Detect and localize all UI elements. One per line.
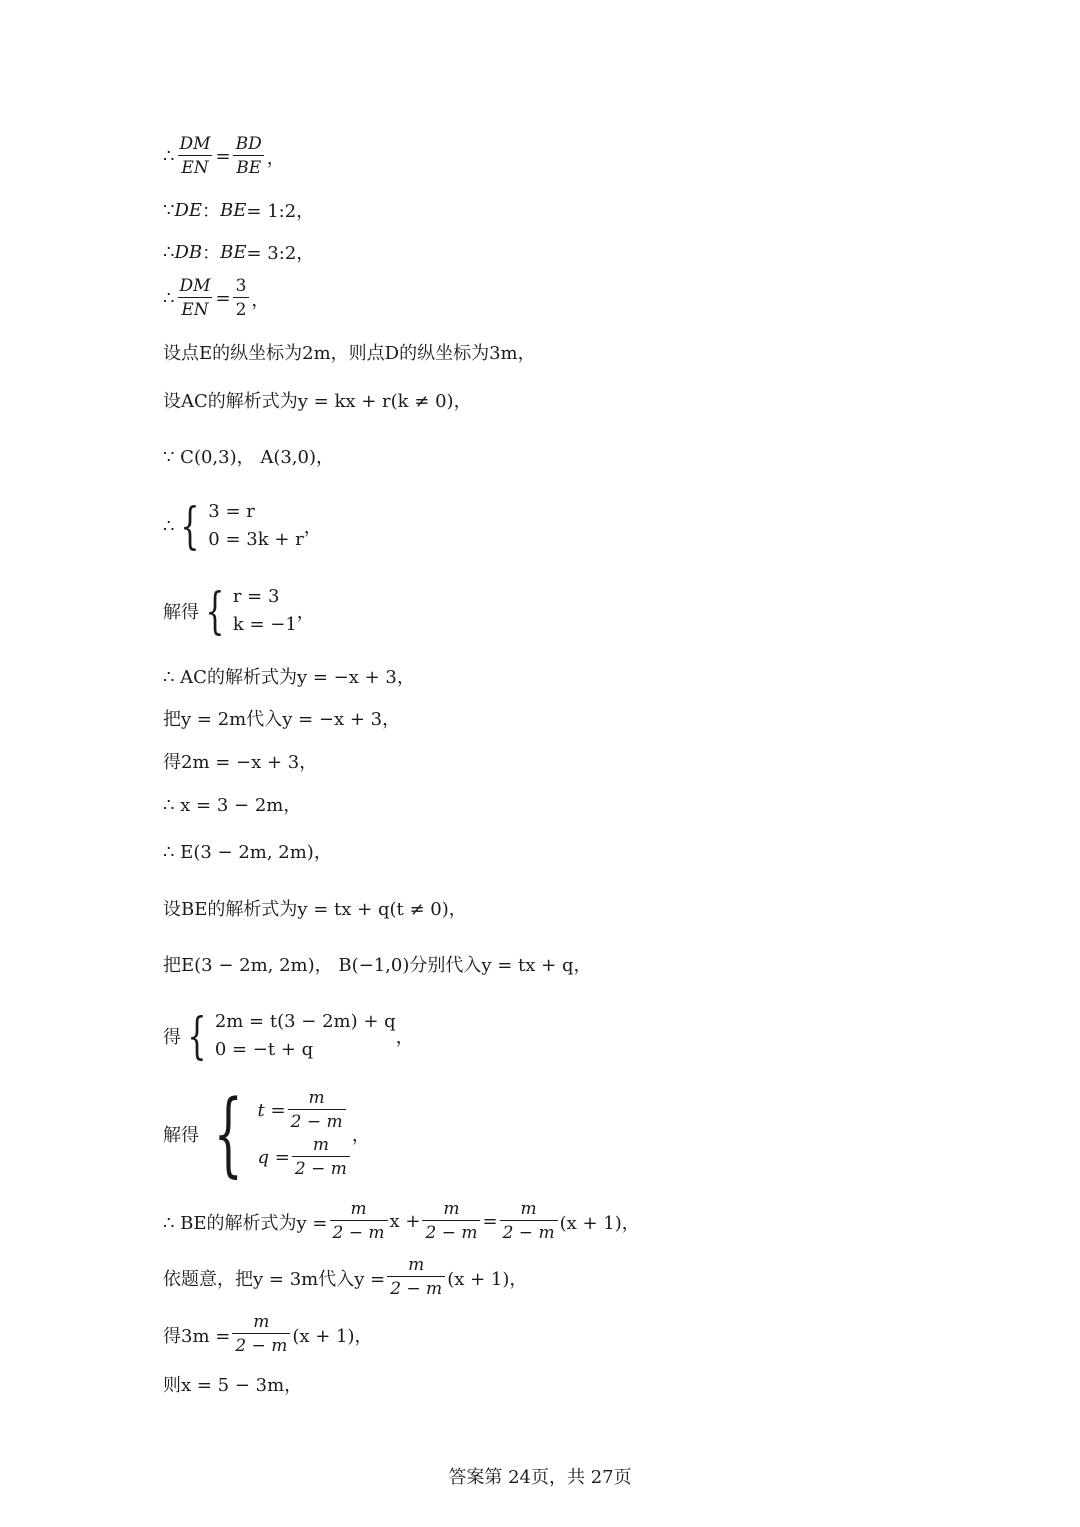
text-line: ∴ E(3 − 2m, 2m)，	[163, 842, 332, 863]
text-line: 设点E的纵坐标为2m，则点D的纵坐标为3m，	[163, 343, 536, 364]
brace-symbol: {	[187, 1007, 207, 1065]
text-line: ∵ C(0,3)， A(3,0)，	[163, 447, 335, 468]
equation-line: ∴ $\frac{DM}{EN}$ = $\frac{3}{2}$ ，	[163, 276, 270, 320]
fraction: $\frac{DM}{EN}$	[179, 134, 211, 178]
equation-line: 依题意，把y = 3m代入y = $\frac{m}{2 - m}$ (x + 1)，	[163, 1255, 528, 1299]
fraction: $\frac{m}{2 - m}$	[232, 1311, 290, 1358]
equation-system: 解得 { t = $\frac{m}{2 - m}$ q = $\frac{m}{2 - m}$ ，	[163, 1080, 370, 1187]
text-line: 设BE的解析式为y = tx + q(t ≠ 0)，	[163, 899, 467, 920]
equation-system: 解得 { r = 3 k = −1 ，	[163, 582, 315, 640]
fraction: $\frac{m}{2 - m}$	[422, 1198, 480, 1245]
fraction: $\frac{m}{2 - m}$	[330, 1198, 388, 1245]
fraction: $\frac{3}{2}$	[233, 275, 250, 322]
equation-line: 得3m = $\frac{m}{2 - m}$ (x + 1)，	[163, 1312, 373, 1356]
equation-system: 得 { 2m = t(3 − 2m) + q 0 = −t + q ，	[163, 1007, 414, 1065]
fraction: $\frac{m}{2 - m}$	[387, 1254, 445, 1301]
brace-symbol: {	[205, 582, 225, 640]
text-line: 则x = 5 − 3m，	[163, 1375, 303, 1396]
fraction: $\frac{DM}{EN}$	[179, 276, 211, 320]
equation-line: ∴ BE的解析式为y = $\frac{m}{2 - m}$ x + $\frac{m}{2 - m}$ = $\frac{m}{2 - m}$ (x + 1)，	[163, 1199, 640, 1243]
text-line: 把y = 2m代入y = −x + 3，	[163, 709, 401, 730]
brace-symbol: {	[180, 497, 200, 555]
brace-symbol: {	[213, 1080, 243, 1187]
therefore-symbol: ∴	[163, 146, 175, 167]
text-line: ∴ AC的解析式为y = −x + 3，	[163, 667, 415, 688]
fraction: $\frac{m}{2 - m}$	[288, 1087, 346, 1134]
fraction: $\frac{m}{2 - m}$	[500, 1198, 558, 1245]
equation-system: ∴ { 3 = r 0 = 3k + r ，	[163, 497, 322, 555]
fraction: $\frac{m}{2 - m}$	[292, 1134, 350, 1181]
text-line: 得2m = −x + 3，	[163, 752, 318, 773]
equation-line: ∵ DE ： BE = 1:2，	[163, 199, 315, 222]
equation-line: ∴ $\frac{DM}{EN}$ = $\frac{BD}{BE}$ ，	[163, 134, 285, 178]
text-line: 把E(3 − 2m, 2m)， B(−1,0)分别代入y = tx + q，	[163, 955, 592, 976]
equation-line: ∴ DB ： BE = 3:2，	[163, 241, 315, 264]
text-line: ∴ x = 3 − 2m，	[163, 795, 302, 816]
fraction: $\frac{BD}{BE}$	[233, 133, 265, 180]
text-line: 设AC的解析式为y = kx + r(k ≠ 0)，	[163, 391, 472, 412]
page-footer: 答案第 24页，共 27页	[448, 1467, 632, 1488]
